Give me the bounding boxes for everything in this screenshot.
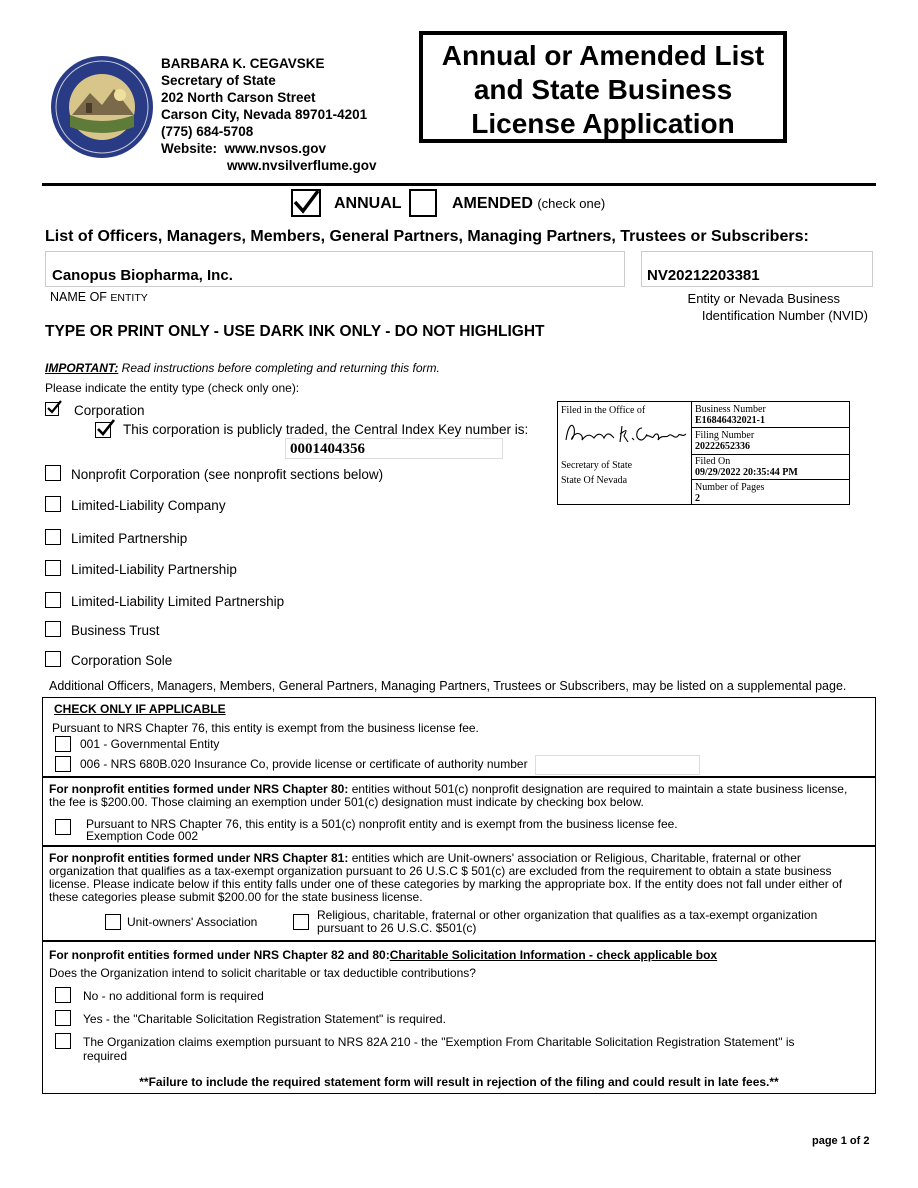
lp-label: Limited Partnership	[71, 531, 188, 546]
stamp-row-line-2	[691, 454, 849, 455]
stamp-row-line-3	[691, 479, 849, 480]
insurance-co-label: 006 - NRS 680B.020 Insurance Co, provide license or certificate of authority number	[80, 757, 528, 771]
header-divider	[42, 183, 876, 186]
religious-charitable-line-2: pursuant to 26 U.S.C. $501(c)	[317, 921, 477, 935]
business-number-label: Business Number	[695, 404, 766, 415]
entity-name-label	[50, 290, 148, 304]
lllp-checkbox[interactable]	[45, 592, 61, 608]
stamp-state: State Of Nevada	[561, 475, 628, 486]
religious-charitable-line-1: Religious, charitable, fraternal or other organization that qualifies as a tax-exempt organization	[317, 908, 818, 922]
501c-exempt-label	[86, 818, 678, 842]
entity-name-value: Canopus Biopharma, Inc.	[52, 267, 233, 284]
form-title-line-2: and State Business	[473, 74, 733, 105]
important-note	[45, 361, 440, 375]
stamp-filed-in: Filed in the Office of	[561, 405, 646, 416]
form-title-line-1: Annual or Amended List	[441, 40, 765, 71]
sos-title: Secretary of State	[161, 73, 276, 88]
filing-stamp	[557, 401, 850, 505]
sos-city: Carson City, Nevada 89701-4201	[161, 107, 368, 122]
pages-label: Number of Pages	[695, 482, 765, 493]
additional-officers-note: Additional Officers, Managers, Members, General Partners, Managing Partners, Trustees or Subscribers, may be listed on a supplemental page.	[49, 679, 847, 693]
llp-label: Limited-Liability Partnership	[71, 562, 237, 577]
solicit-question: Does the Organization intend to solicit charitable or tax deductible contributions?	[49, 966, 476, 980]
governmental-entity-checkbox[interactable]	[55, 736, 71, 752]
llc-label: Limited-Liability Company	[71, 498, 226, 513]
llp-checkbox[interactable]	[45, 560, 61, 576]
pages-value: 2	[695, 493, 700, 504]
corporation-sole-checkbox[interactable]	[45, 651, 61, 667]
insurance-co-checkbox[interactable]	[55, 756, 71, 772]
business-trust-label: Business Trust	[71, 623, 160, 638]
chapter81-text-3: license. Please indicate below if this entity falls under one of these categories by marking the appropriate box. If the entity does not fall under either of	[49, 877, 843, 891]
annual-label: ANNUAL	[334, 195, 402, 212]
chapter82-heading	[49, 948, 717, 962]
stamp-signature	[562, 418, 688, 448]
stamp-row-line-1	[691, 427, 849, 428]
chapter81-text-4: these categories please submit $200.00 for the state business license.	[49, 890, 423, 904]
chapter82-underlined: Charitable Solicitation Information - check applicable box	[389, 948, 718, 962]
governmental-entity-label: 001 - Governmental Entity	[80, 737, 220, 751]
website-label: Website:	[161, 141, 218, 156]
chapter82-bold: For nonprofit entities formed under NRS Chapter 82 and 80:	[49, 948, 390, 962]
website-link-2[interactable]: www.nvsilverflume.gov	[227, 158, 377, 173]
sos-phone: (775) 684-5708	[161, 124, 254, 139]
business-number-value: E16846432021-1	[695, 415, 765, 426]
corporation-checkbox[interactable]	[45, 402, 59, 416]
no-additional-form-checkbox[interactable]	[55, 987, 71, 1003]
nvid-value: NV20212203381	[647, 267, 760, 284]
lp-checkbox[interactable]	[45, 529, 61, 545]
website-link-1[interactable]: www.nvsos.gov	[224, 141, 327, 156]
nvid-field[interactable]	[641, 251, 873, 287]
exemption-claim-label	[83, 1035, 795, 1063]
publicly-traded-label: This corporation is publicly traded, the Central Index Key number is:	[123, 422, 529, 437]
corporation-label: Corporation	[74, 403, 145, 418]
chapter80-text	[49, 783, 869, 809]
unit-owners-label: Unit-owners' Association	[127, 915, 258, 929]
section-divider-2	[42, 845, 876, 847]
exemption-claim-checkbox[interactable]	[55, 1033, 71, 1049]
license-number-field[interactable]	[535, 755, 700, 775]
chapter80-bold: For nonprofit entities formed under NRS Chapter 80:	[49, 782, 349, 796]
corporation-sole-label: Corporation Sole	[71, 653, 173, 668]
registration-statement-label: Yes - the "Charitable Solicitation Registration Statement" is required.	[83, 1012, 446, 1026]
unit-owners-checkbox[interactable]	[105, 914, 121, 930]
chapter81-bold: For nonprofit entities formed under NRS Chapter 81:	[49, 851, 349, 865]
name-label-b: ENTITY	[110, 292, 148, 304]
chapter81-text-1: entities which are Unit-owners' association or Religious, Charitable, fraternal or other	[348, 851, 801, 865]
stamp-divider-vertical	[691, 402, 692, 504]
check-only-heading: CHECK ONLY IF APPLICABLE	[54, 702, 226, 716]
chapter81-text	[49, 852, 871, 904]
annual-checkbox[interactable]	[291, 189, 321, 217]
filing-number-value: 20222652336	[695, 441, 750, 452]
sos-address-block	[161, 55, 377, 174]
business-trust-checkbox[interactable]	[45, 621, 61, 637]
form-title-box	[419, 31, 787, 143]
name-label-a: NAME OF	[50, 290, 111, 304]
check-one-note: (check one)	[537, 196, 606, 211]
registration-statement-checkbox[interactable]	[55, 1010, 71, 1026]
amended-checkbox[interactable]	[409, 189, 437, 217]
publicly-traded-checkbox[interactable]	[95, 422, 111, 438]
entity-type-prompt: Please indicate the entity type (check only one):	[45, 381, 300, 395]
501c-exempt-checkbox[interactable]	[55, 819, 71, 835]
chapter81-text-2: organization that qualifies as a tax-exempt organization pursuant to 26 U.S.C $ 501(c) are excluded from the requirement to obtain a state business	[49, 864, 832, 878]
501c-exempt-line-1: Pursuant to NRS Chapter 76, this entity is a 501(c) nonprofit entity and is exempt from the business license fee.	[86, 817, 678, 831]
section1-intro: Pursuant to NRS Chapter 76, this entity is exempt from the business license fee.	[52, 721, 479, 735]
page-number: page 1 of 2	[812, 1135, 870, 1147]
section-divider-3	[42, 940, 876, 942]
exemption-claim-line-1: The Organization claims exemption pursuant to NRS 82A 210 - the "Exemption From Charitable Solicitation Registration Statement" is	[83, 1035, 795, 1049]
chapter80-text-2: the fee is $200.00. Those claiming an exemption under 501(c) designation must indicate by checking box below.	[49, 795, 644, 809]
sos-name: BARBARA K. CEGAVSKE	[161, 56, 325, 71]
state-seal	[50, 55, 154, 159]
nvid-label-line-2: Identification Number (NVID)	[701, 308, 868, 323]
sos-website-row	[161, 140, 377, 157]
nvid-label-line-1: Entity or Nevada Business	[687, 291, 840, 306]
important-text: Read instructions before completing and returning this form.	[118, 361, 440, 375]
religious-charitable-label	[317, 909, 817, 935]
amended-label: AMENDED	[452, 195, 533, 212]
filing-number-label: Filing Number	[695, 430, 755, 441]
stamp-sos: Secretary of State	[561, 460, 633, 471]
501c-exempt-line-2: Exemption Code 002	[86, 829, 199, 843]
cik-field[interactable]	[285, 438, 503, 459]
filed-on-label: Filed On	[695, 456, 731, 467]
religious-charitable-checkbox[interactable]	[293, 914, 309, 930]
form-title-line-3: License Application	[471, 108, 735, 139]
important-label: IMPORTANT:	[45, 361, 119, 375]
filed-on-value: 09/29/2022 20:35:44 PM	[695, 467, 798, 478]
chapter80-text-1: entities without 501(c) nonprofit designation are required to maintain a state business license,	[348, 782, 848, 796]
exemption-claim-line-2: required	[83, 1049, 128, 1063]
nonprofit-checkbox[interactable]	[45, 465, 61, 481]
sos-street: 202 North Carson Street	[161, 90, 316, 105]
nonprofit-label: Nonprofit Corporation (see nonprofit sections below)	[71, 467, 384, 482]
llc-checkbox[interactable]	[45, 496, 61, 512]
no-additional-form-label: No - no additional form is required	[83, 989, 264, 1003]
amended-row	[452, 195, 605, 213]
nvid-label	[650, 290, 873, 324]
type-print-instruction: TYPE OR PRINT ONLY - USE DARK INK ONLY - DO NOT HIGHLIGHT	[45, 323, 545, 340]
entity-name-field[interactable]	[45, 251, 625, 287]
failure-warning: **Failure to include the required statement form will result in rejection of the filing and could result in late fees.**	[139, 1075, 779, 1089]
lllp-label: Limited-Liability Limited Partnership	[71, 594, 285, 609]
section-divider-1	[42, 776, 876, 778]
cik-value: 0001404356	[290, 441, 365, 457]
officers-heading: List of Officers, Managers, Members, General Partners, Managing Partners, Trustees or Subscribers:	[45, 228, 809, 245]
